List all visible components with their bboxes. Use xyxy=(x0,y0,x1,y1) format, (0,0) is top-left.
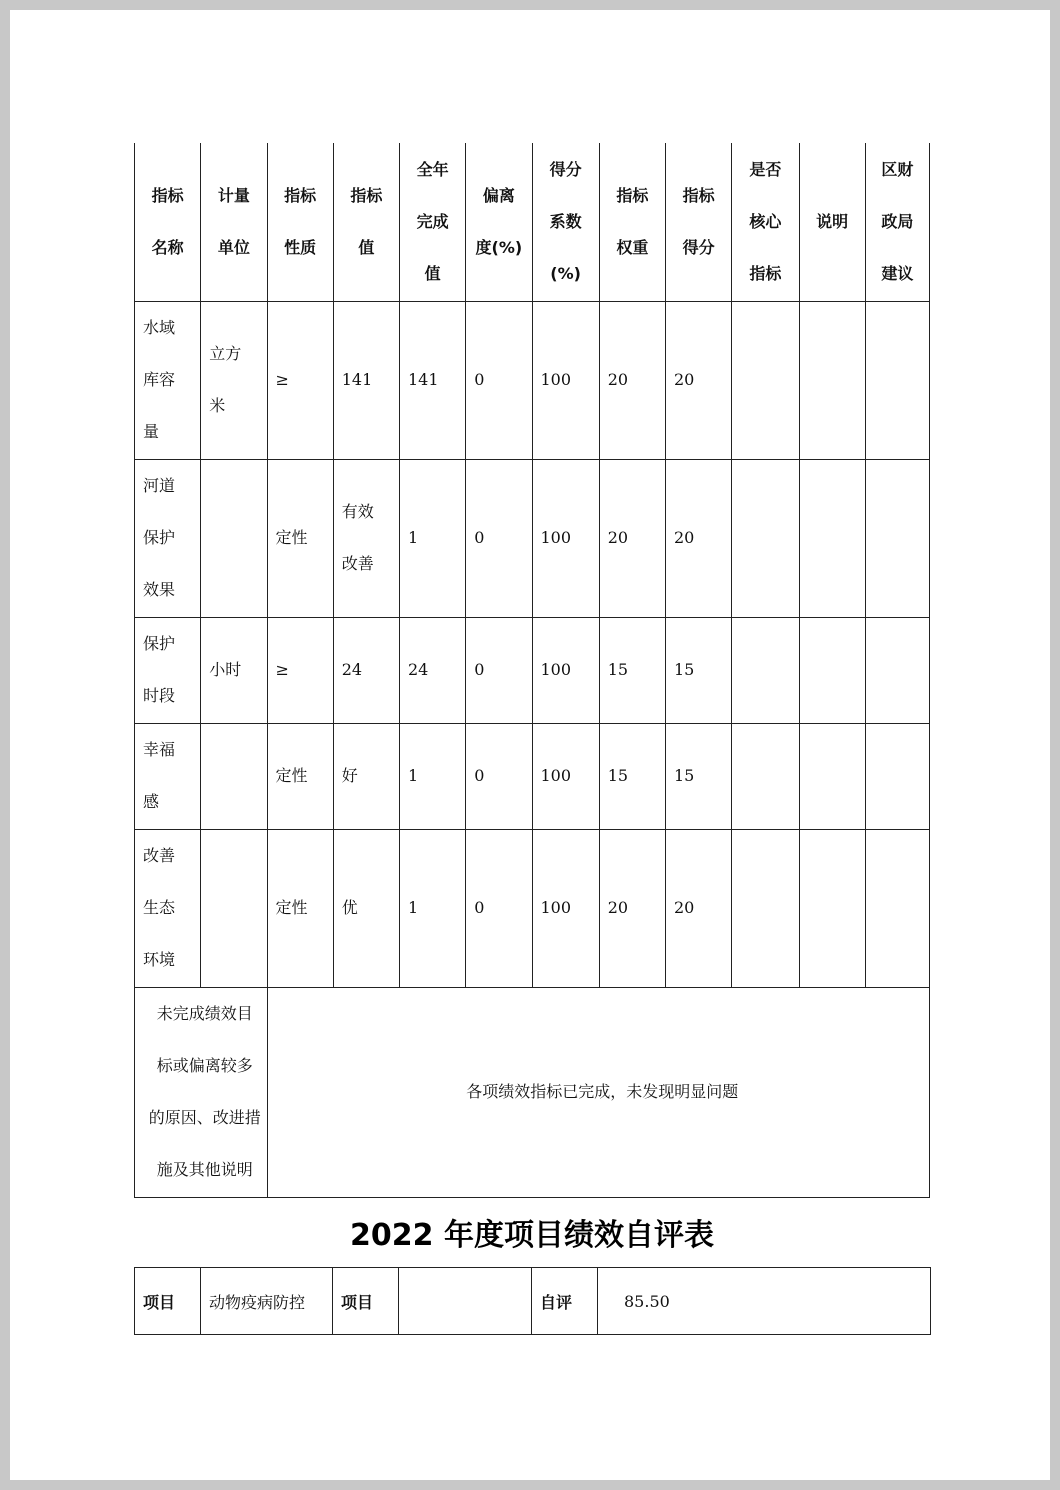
indicator-value: 好 xyxy=(333,723,399,829)
note-text: 各项绩效指标已完成，未发现明显问题 xyxy=(267,987,930,1197)
indicator-suggestion xyxy=(865,459,929,617)
indicator-coefficient: 100 xyxy=(532,617,599,723)
indicators-table xyxy=(134,143,930,1198)
header-cell: 指标 值 xyxy=(333,143,399,301)
indicator-completed: 1 xyxy=(400,723,466,829)
indicator-nature: 定性 xyxy=(267,829,333,987)
header-cell: 计量 单位 xyxy=(201,143,267,301)
indicator-value: 优 xyxy=(333,829,399,987)
indicator-nature: 定性 xyxy=(267,459,333,617)
self-eval-score-text: 85.50 xyxy=(624,1291,670,1311)
indicator-weight: 15 xyxy=(599,617,665,723)
form-title: 2022 年度项目绩效自评表 xyxy=(350,1218,714,1253)
indicator-weight: 20 xyxy=(599,459,665,617)
indicator-score: 20 xyxy=(666,829,732,987)
indicator-remark xyxy=(799,301,865,459)
table-row xyxy=(135,301,930,459)
indicator-unit: 立方 米 xyxy=(201,301,267,459)
indicator-remark xyxy=(799,617,865,723)
indicator-weight: 15 xyxy=(599,723,665,829)
indicator-suggestion xyxy=(865,829,929,987)
header-cell: 指标 名称 xyxy=(135,143,201,301)
self-eval-score xyxy=(598,1268,931,1335)
header-cell: 指标 权重 xyxy=(599,143,665,301)
indicator-remark xyxy=(799,459,865,617)
indicator-completed: 141 xyxy=(400,301,466,459)
indicator-weight: 20 xyxy=(599,829,665,987)
indicator-core xyxy=(732,301,799,459)
indicator-value: 24 xyxy=(333,617,399,723)
indicator-core xyxy=(732,617,799,723)
indicator-name: 水域 库容 量 xyxy=(135,301,201,459)
header-cell: 偏离 度(%) xyxy=(466,143,532,301)
indicator-name: 幸福 感 xyxy=(135,723,201,829)
indicator-score: 15 xyxy=(666,723,732,829)
project-label: 项目 xyxy=(135,1268,201,1335)
indicator-unit xyxy=(201,723,267,829)
header-cell: 区财 政局 建议 xyxy=(865,143,929,301)
table-row xyxy=(135,459,930,617)
indicator-name: 改善 生态 环境 xyxy=(135,829,201,987)
indicator-core xyxy=(732,723,799,829)
indicator-remark xyxy=(799,723,865,829)
indicator-nature: 定性 xyxy=(267,723,333,829)
indicator-completed: 24 xyxy=(400,617,466,723)
project-info-table xyxy=(134,1267,931,1335)
header-cell: 指标 性质 xyxy=(267,143,333,301)
indicator-unit xyxy=(201,829,267,987)
indicator-remark xyxy=(799,829,865,987)
indicator-name: 保护 时段 xyxy=(135,617,201,723)
document-page xyxy=(10,10,1050,1480)
header-cell: 得分 系数 (%) xyxy=(532,143,599,301)
indicator-nature: ≥ xyxy=(267,301,333,459)
indicator-deviation: 0 xyxy=(466,829,532,987)
indicator-core xyxy=(732,459,799,617)
header-cell: 是否 核心 指标 xyxy=(732,143,799,301)
indicator-suggestion xyxy=(865,723,929,829)
indicator-unit xyxy=(201,459,267,617)
indicator-core xyxy=(732,829,799,987)
second-project-label: 项目 xyxy=(333,1268,399,1335)
indicator-coefficient: 100 xyxy=(532,459,599,617)
header-cell: 说明 xyxy=(799,143,865,301)
table-row xyxy=(135,723,930,829)
indicator-deviation: 0 xyxy=(466,617,532,723)
indicator-completed: 1 xyxy=(400,829,466,987)
header-cell: 指标 得分 xyxy=(666,143,732,301)
indicator-nature: ≥ xyxy=(267,617,333,723)
indicator-coefficient: 100 xyxy=(532,301,599,459)
indicator-deviation: 0 xyxy=(466,723,532,829)
indicator-unit: 小时 xyxy=(201,617,267,723)
second-project-value xyxy=(399,1268,532,1335)
table-row xyxy=(135,829,930,987)
indicator-suggestion xyxy=(865,617,929,723)
note-label: 未完成绩效目 标或偏离较多 的原因、改进措 施及其他说明 xyxy=(135,987,268,1197)
indicator-completed: 1 xyxy=(400,459,466,617)
header-cell: 全年 完成 值 xyxy=(400,143,466,301)
indicator-weight: 20 xyxy=(599,301,665,459)
indicator-deviation: 0 xyxy=(466,459,532,617)
indicator-score: 15 xyxy=(666,617,732,723)
indicator-score: 20 xyxy=(666,459,732,617)
indicator-coefficient: 100 xyxy=(532,829,599,987)
note-row xyxy=(135,987,930,1197)
indicator-coefficient: 100 xyxy=(532,723,599,829)
indicator-deviation: 0 xyxy=(466,301,532,459)
indicator-name: 河道 保护 效果 xyxy=(135,459,201,617)
project-name: 动物疫病防控 xyxy=(201,1268,333,1335)
self-eval-label: 自评 xyxy=(532,1268,598,1335)
indicator-value: 141 xyxy=(333,301,399,459)
indicator-value: 有效 改善 xyxy=(333,459,399,617)
project-info-row xyxy=(135,1268,931,1335)
table-row xyxy=(135,617,930,723)
header-row xyxy=(135,143,930,301)
indicator-suggestion xyxy=(865,301,929,459)
indicator-score: 20 xyxy=(666,301,732,459)
